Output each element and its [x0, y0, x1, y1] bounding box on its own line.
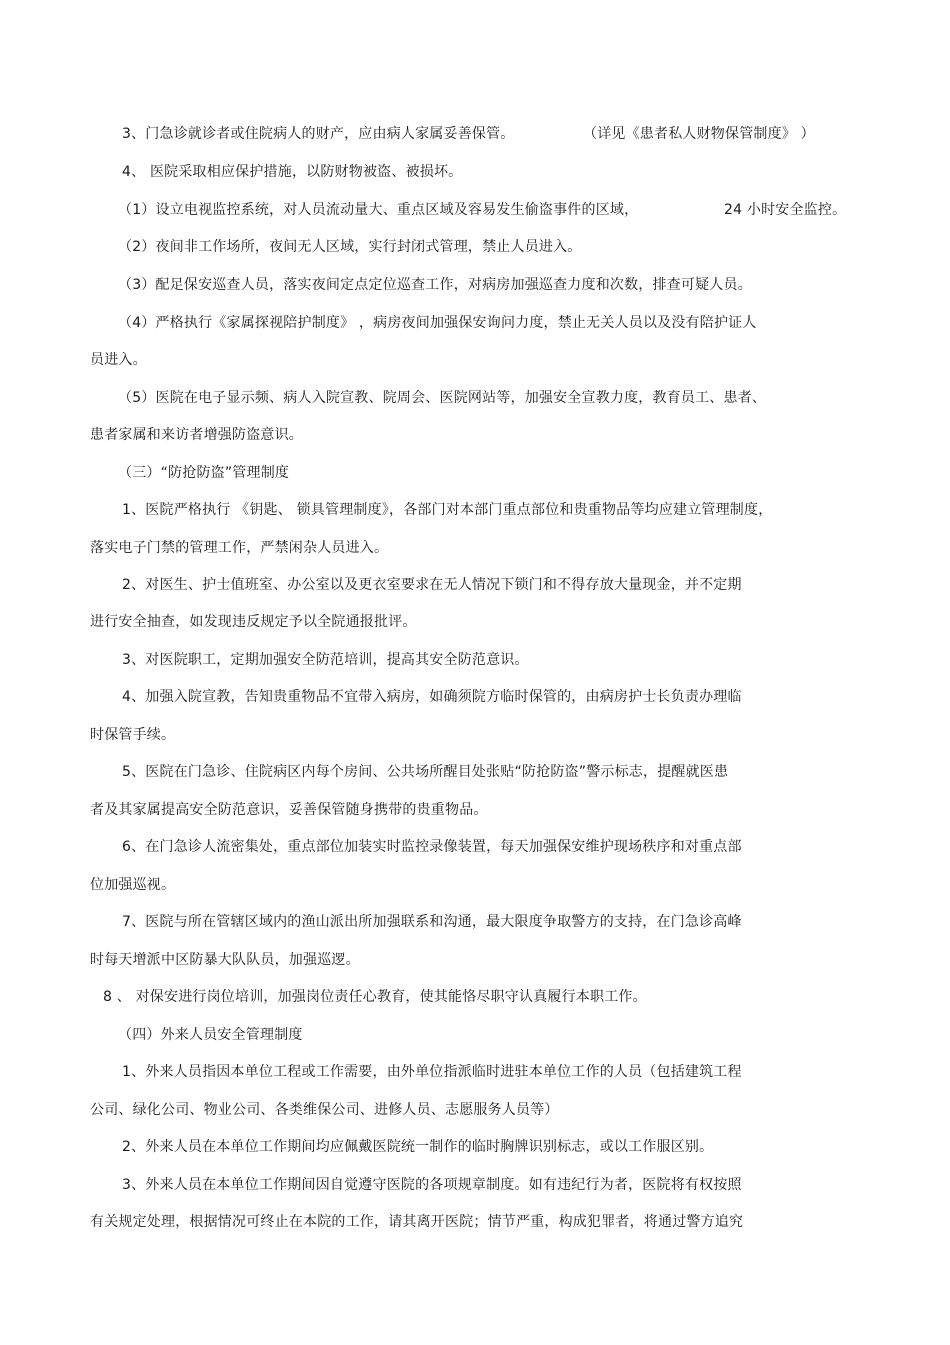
text-line: 时每天增派中区防暴大队队员，加强巡逻。: [90, 952, 360, 968]
text-line: 6、在门急诊人流密集处，重点部位加装实时监控录像装置，每天加强保安维护现场秩序和对重点部: [122, 839, 742, 855]
text-line: （3）配足保安巡查人员，落实夜间定点定位巡查工作，对病房加强巡查力度和次数，排查可疑人员。: [118, 277, 752, 293]
text-line: 4、 医院采取相应保护措施，以防财物被盗、被损坏。: [122, 164, 463, 180]
text-line: 4、加强入院宣教，告知贵重物品不宜带入病房，如确须院方临时保管的，由病房护士长负责办理临: [122, 689, 742, 705]
text-line: （详见《患者私人财物保管制度》 ）: [583, 126, 815, 142]
text-line: 1、外来人员指因本单位工程或工作需要，由外单位指派临时进驻本单位工作的人员（包括建筑工程: [122, 1064, 742, 1080]
text-line: 进行安全抽查，如发现违反规定予以全院通报批评。: [90, 614, 417, 630]
text-line: 时保管手续。: [90, 727, 176, 743]
text-line: 有关规定处理，根据情况可终止在本院的工作，请其离开医院；情节严重，构成犯罪者，将通过警方追究: [90, 1214, 744, 1230]
text-line: 公司、绿化公司、物业公司、各类维保公司、进修人员、志愿服务人员等）: [90, 1102, 559, 1118]
text-line: 3、外来人员在本单位工作期间因自觉遵守医院的各项规章制度。如有违纪行为者，医院将有权按照: [122, 1177, 742, 1193]
section-heading: （四）外来人员安全管理制度: [118, 1027, 303, 1043]
text-line: 患者家属和来访者增强防盗意识。: [90, 427, 303, 443]
text-line: （4）严格执行《家属探视陪护制度》 ，病房夜间加强保安询问力度，禁止无关人员以及没有陪护证人: [118, 315, 757, 331]
text-line: 8 、 对保安进行岗位培训，加强岗位责任心教育，使其能恪尽职守认真履行本职工作。: [103, 989, 647, 1005]
text-line: 2、外来人员在本单位工作期间均应佩戴医院统一制作的临时胸牌识别标志，或以工作服区别。: [122, 1139, 714, 1155]
text-line: （5）医院在电子显示频、病人入院宣教、院周会、医院网站等，加强安全宣教力度，教育员工、患者、: [118, 390, 767, 406]
text-line: 2、对医生、护士值班室、办公室以及更衣室要求在无人情况下锁门和不得存放大量现金，并不定期: [122, 577, 742, 593]
text-line: 3、对医院职工，定期加强安全防范培训，提高其安全防范意识。: [122, 652, 529, 668]
text-line: 位加强巡视。: [90, 877, 176, 893]
text-line: 7、医院与所在管辖区域内的渔山派出所加强联系和沟通，最大限度争取警方的支持，在门急诊高峰: [122, 914, 742, 930]
text-line: （1）设立电视监控系统，对人员流动量大、重点区域及容易发生偷盗事件的区域，: [118, 202, 639, 218]
text-line: 者及其家属提高安全防范意识，妥善保管随身携带的贵重物品。: [90, 802, 488, 818]
section-heading: （三）“防抢防盗”管理制度: [118, 465, 290, 481]
text-line: 5、医院在门急诊、住院病区内每个房间、公共场所醒目处张贴“防抢防盗”警示标志，提醒就医患: [122, 764, 729, 780]
text-line: 员进入。: [90, 352, 147, 368]
text-line: 3、门急诊就诊者或住院病人的财产，应由病人家属妥善保管。: [122, 126, 515, 142]
text-line: 1、医院严格执行 《钥匙、 锁具管理制度》，各部门对本部门重点部位和贵重物品等均应建立管理制度，: [122, 502, 773, 518]
text-line: （2）夜间非工作场所，夜间无人区域，实行封闭式管理，禁止人员进入。: [118, 239, 582, 255]
text-line: 落实电子门禁的管理工作，严禁闲杂人员进入。: [90, 540, 389, 556]
text-line: 24 小时安全监控。: [724, 202, 847, 218]
